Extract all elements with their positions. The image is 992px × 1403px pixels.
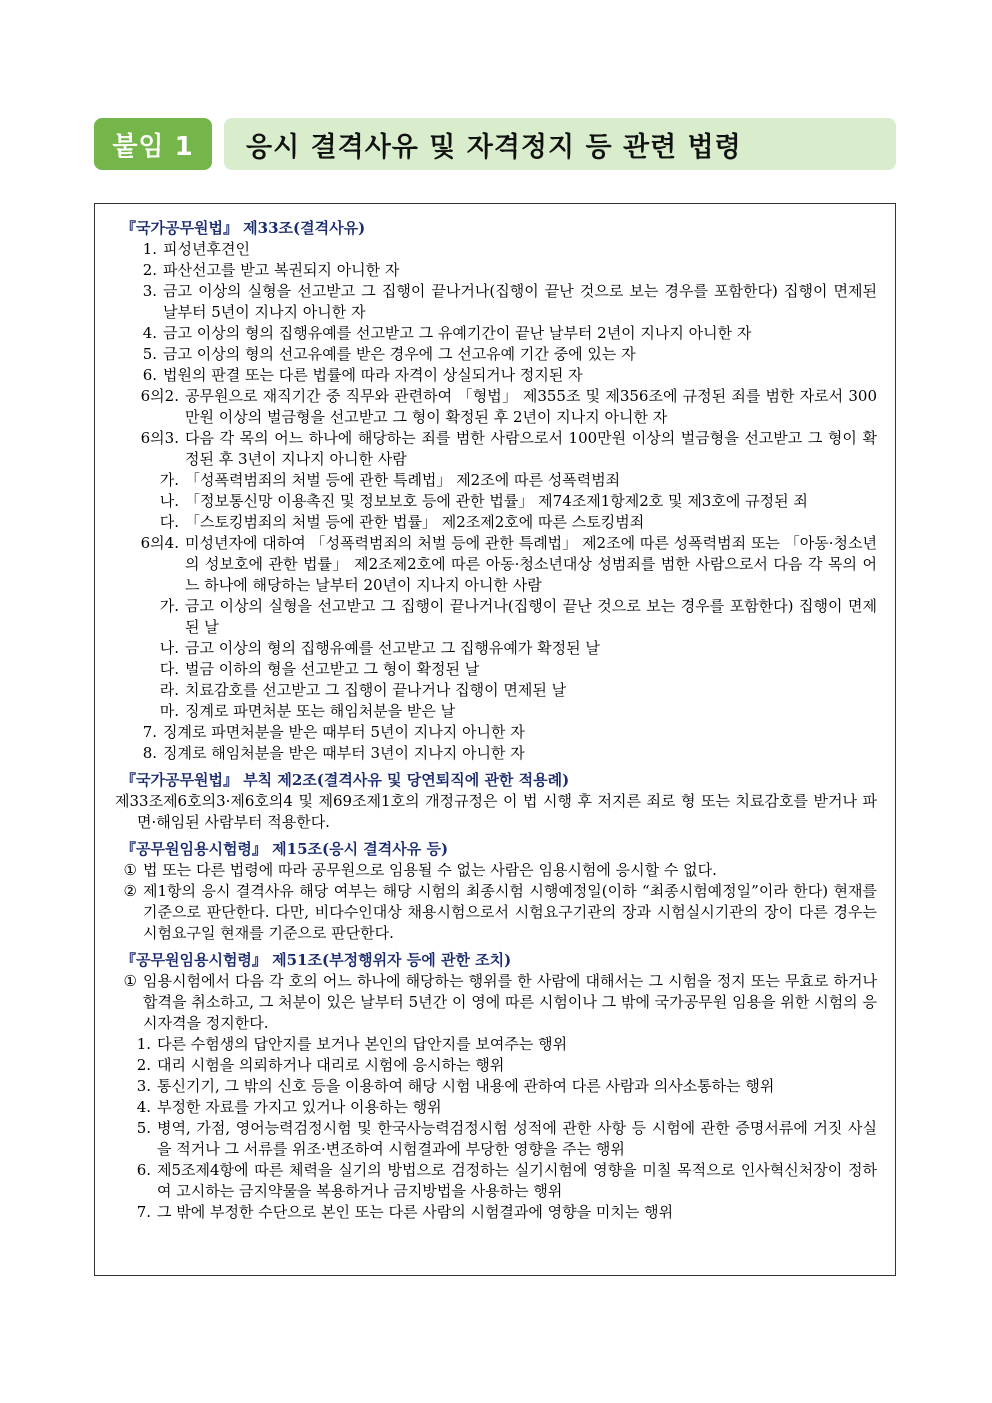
page-header xyxy=(94,118,896,170)
law-item xyxy=(115,971,877,1034)
item-text: 법원의 판결 또는 다른 법률에 따라 자격이 상실되거나 정지된 자 xyxy=(163,366,583,384)
item-text: 제5조제4항에 따른 체력을 실기의 방법으로 검정하는 실기시험에 영향을 미칠 목적으로 인사혁신처장이 정하여 고시하는 금지약물을 복용하거나 금지방법을 사용하는 행위 xyxy=(157,1161,877,1200)
law-item xyxy=(115,638,877,659)
item-text: 법 또는 다른 법령에 따라 공무원으로 임용될 수 없는 사람은 임용시험에 응시할 수 없다. xyxy=(143,861,717,879)
item-number: 가. xyxy=(159,471,179,489)
item-number: ② xyxy=(123,882,137,900)
item-number: 3. xyxy=(142,282,157,300)
item-text: 금고 이상의 실형을 선고받고 그 집행이 끝나거나(집행이 끝난 것으로 보는 경우를 포함한다) 집행이 면제된 날부터 5년이 지나지 아니한 자 xyxy=(163,282,877,321)
item-text: 다른 수험생의 답안지를 보거나 본인의 답안지를 보여주는 행위 xyxy=(157,1035,568,1053)
item-number: 5. xyxy=(142,345,157,363)
law-item xyxy=(115,659,877,680)
item-number: 1. xyxy=(142,240,157,258)
item-number: 나. xyxy=(159,639,179,657)
item-text: 그 밖에 부정한 수단으로 본인 또는 다른 사람의 시험결과에 영향을 미치는 행위 xyxy=(157,1203,674,1221)
item-text: 벌금 이하의 형을 선고받고 그 형이 확정된 날 xyxy=(185,660,480,678)
law-item xyxy=(115,743,877,764)
item-number: 2. xyxy=(142,261,157,279)
item-number: ① xyxy=(123,972,137,990)
law-item xyxy=(115,260,877,281)
law-section xyxy=(115,218,877,764)
item-text: 징계로 파면처분을 받은 때부터 5년이 지나지 아니한 자 xyxy=(163,723,525,741)
item-text: 다음 각 목의 어느 하나에 해당하는 죄를 범한 사람으로서 100만원 이상의 벌금형을 선고받고 그 형이 확정된 후 3년이 지나지 아니한 사람 xyxy=(185,429,877,468)
item-number: 5. xyxy=(136,1119,151,1137)
item-number: 2. xyxy=(136,1056,151,1074)
law-item xyxy=(115,1076,877,1097)
law-item xyxy=(115,512,877,533)
item-number: 다. xyxy=(159,660,179,678)
item-text: 금고 이상의 형의 집행유예를 선고받고 그 집행유예가 확정된 날 xyxy=(185,639,600,657)
law-section xyxy=(115,950,877,1223)
law-item xyxy=(115,1118,877,1160)
section-title: 『국가공무원법』 부칙 제2조(결격사유 및 당연퇴직에 관한 적용례) xyxy=(121,771,570,789)
law-item xyxy=(115,596,877,638)
law-item xyxy=(115,701,877,722)
item-number: 7. xyxy=(142,723,157,741)
law-section xyxy=(115,839,877,944)
item-text: 징계로 해임처분을 받은 때부터 3년이 지나지 아니한 자 xyxy=(163,744,525,762)
item-number: 6. xyxy=(136,1161,151,1179)
item-number: 나. xyxy=(159,492,179,510)
law-item xyxy=(115,680,877,701)
section-title: 『공무원임용시험령』 제51조(부정행위자 등에 관한 조치) xyxy=(121,951,512,969)
item-text: 병역, 가점, 영어능력검정시험 및 한국사능력검정시험 성적에 관한 사항 등 시험에 관한 증명서류에 거짓 사실을 적거나 그 서류를 위조·변조하여 시험결과에 부당한 영향을 주는 행위 xyxy=(157,1119,877,1158)
item-text: 금고 이상의 실형을 선고받고 그 집행이 끝나거나(집행이 끝난 것으로 보는 경우를 포함한다) 집행이 면제된 날 xyxy=(185,597,877,636)
item-number: 1. xyxy=(136,1035,151,1053)
item-number: 6의2. xyxy=(140,387,179,405)
law-item xyxy=(115,386,877,428)
section-title: 『국가공무원법』 제33조(결격사유) xyxy=(121,219,366,237)
item-text: 임용시험에서 다음 각 호의 어느 하나에 해당하는 행위를 한 사람에 대해서는 그 시험을 정지 또는 무효로 하거나 합격을 취소하고, 그 처분이 있은 날부터 5년간 이 영에 따른 시험이나 그 밖에 국가공무원 임용을 위한 시험의 응시자격을 정지한다. xyxy=(143,972,877,1032)
item-text: 부정한 자료를 가지고 있거나 이용하는 행위 xyxy=(157,1098,442,1116)
law-item xyxy=(115,470,877,491)
law-item xyxy=(115,1034,877,1055)
item-text: 통신기기, 그 밖의 신호 등을 이용하여 해당 시험 내용에 관하여 다른 사람과 의사소통하는 행위 xyxy=(157,1077,775,1095)
item-number: 8. xyxy=(142,744,157,762)
item-text: 금고 이상의 형의 집행유예를 선고받고 그 유예기간이 끝난 날부터 2년이 지나지 아니한 자 xyxy=(163,324,752,342)
item-number: 라. xyxy=(159,681,179,699)
item-text: 피성년후견인 xyxy=(163,240,250,258)
law-item xyxy=(115,533,877,596)
law-item xyxy=(115,428,877,470)
law-paragraph: 제33조제6호의3·제6호의4 및 제69조제1호의 개정규정은 이 법 시행 후 저지른 죄로 형 또는 치료감호를 받거나 파면·해임된 사람부터 적용한다. xyxy=(115,792,877,831)
item-number: 가. xyxy=(159,597,179,615)
law-item xyxy=(115,491,877,512)
item-number: 마. xyxy=(159,702,179,720)
law-item xyxy=(115,344,877,365)
item-text: 대리 시험을 의뢰하거나 대리로 시험에 응시하는 행위 xyxy=(157,1056,505,1074)
law-content-box xyxy=(94,203,896,1276)
item-number: 6의3. xyxy=(140,429,179,447)
law-item xyxy=(115,323,877,344)
law-item xyxy=(115,1160,877,1202)
item-text: 공무원으로 재직기간 중 직무와 관련하여 「형법」 제355조 및 제356조에 규정된 죄를 범한 자로서 300만원 이상의 벌금형을 선고받고 그 형이 확정된 후 2년이 지나지 아니한 자 xyxy=(185,387,877,426)
item-number: 4. xyxy=(136,1098,151,1116)
law-item xyxy=(115,1055,877,1076)
item-number: 3. xyxy=(136,1077,151,1095)
page-title: 응시 결격사유 및 자격정지 등 관련 법령 xyxy=(224,118,896,170)
law-item xyxy=(115,881,877,944)
law-item xyxy=(115,722,877,743)
item-number: 6. xyxy=(142,366,157,384)
item-number: ① xyxy=(123,861,137,879)
item-text: 「성폭력범죄의 처벌 등에 관한 특례법」 제2조에 따른 성폭력범죄 xyxy=(185,471,621,489)
item-text: 금고 이상의 형의 선고유예를 받은 경우에 그 선고유예 기간 중에 있는 자 xyxy=(163,345,636,363)
law-item xyxy=(115,365,877,386)
item-text: 파산선고를 받고 복권되지 아니한 자 xyxy=(163,261,400,279)
law-item xyxy=(115,1202,877,1223)
law-item xyxy=(115,281,877,323)
item-number: 다. xyxy=(159,513,179,531)
item-text: 제1항의 응시 결격사유 해당 여부는 해당 시험의 최종시험 시행예정일(이하 “최종시험예정일”이라 한다) 현재를 기준으로 판단한다. 다만, 비다수인대상 채용시험으로서 시험요구기관의 장과 시험실시기관의 장이 다른 경우는 시험요구일 현재를 기준으로 판단한다. xyxy=(143,882,877,942)
attachment-badge: 붙임 1 xyxy=(94,118,212,170)
law-section xyxy=(115,770,877,833)
item-number: 6의4. xyxy=(140,534,179,552)
item-text: 치료감호를 선고받고 그 집행이 끝나거나 집행이 면제된 날 xyxy=(185,681,567,699)
law-item xyxy=(115,860,877,881)
law-item xyxy=(115,1097,877,1118)
section-title: 『공무원임용시험령』 제15조(응시 결격사유 등) xyxy=(121,840,449,858)
item-text: 징계로 파면처분 또는 해임처분을 받은 날 xyxy=(185,702,456,720)
item-number: 4. xyxy=(142,324,157,342)
item-text: 「정보통신망 이용촉진 및 정보보호 등에 관한 법률」 제74조제1항제2호 및 제3호에 규정된 죄 xyxy=(185,492,808,510)
law-item xyxy=(115,239,877,260)
item-text: 미성년자에 대하여 「성폭력범죄의 처벌 등에 관한 특례법」 제2조에 따른 성폭력범죄 또는 「아동·청소년의 성보호에 관한 법률」 제2조제2호에 따른 아동·청소년대상 성범죄를 범한 사람으로서 다음 각 목의 어느 하나에 해당하는 날부터 20년이 지나지 아니한 사람 xyxy=(185,534,877,594)
item-number: 7. xyxy=(136,1203,151,1221)
item-text: 「스토킹범죄의 처벌 등에 관한 법률」 제2조제2호에 따른 스토킹범죄 xyxy=(185,513,645,531)
